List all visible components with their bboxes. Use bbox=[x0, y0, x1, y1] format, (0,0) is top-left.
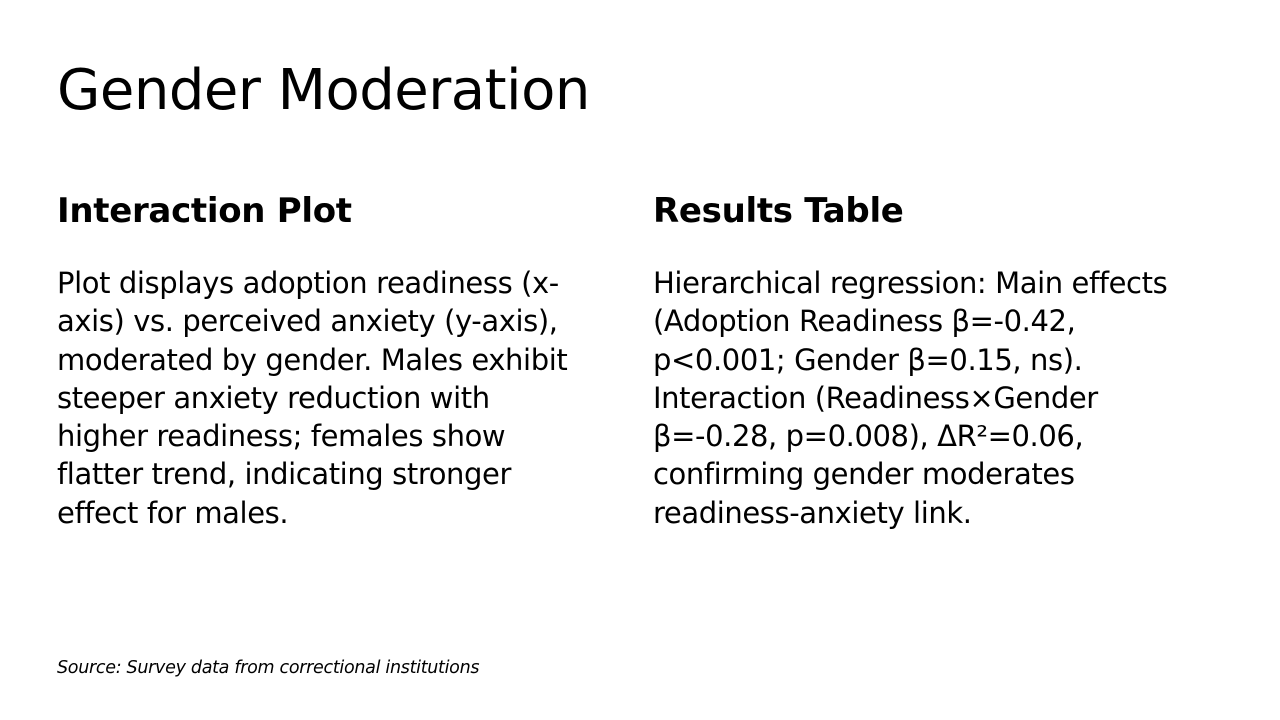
source-note: Source: Survey data from correctional institutions bbox=[57, 658, 480, 678]
interaction-plot-section bbox=[57, 188, 587, 532]
slide-title: Gender Moderation bbox=[57, 58, 590, 123]
interaction-plot-heading: Interaction Plot bbox=[57, 191, 352, 231]
results-table-heading: Results Table bbox=[653, 191, 904, 231]
interaction-plot-description: Plot displays adoption readiness (x-axis) vs. perceived anxiety (y-axis), moderated by gender. Males exhibit steeper anxiety reduction with higher readiness; females show flatter trend, indicating stronger effect for males. bbox=[57, 266, 568, 530]
results-table-description: Hierarchical regression: Main effects (Adoption Readiness β=-0.42, p<0.001; Gender β=0.15, ns). Interaction (Readiness×Gender β=-0.28, p=0.008), ΔR²=0.06, confirming gender moderates readiness-anxiety link. bbox=[653, 266, 1168, 530]
results-table-section bbox=[653, 188, 1183, 532]
